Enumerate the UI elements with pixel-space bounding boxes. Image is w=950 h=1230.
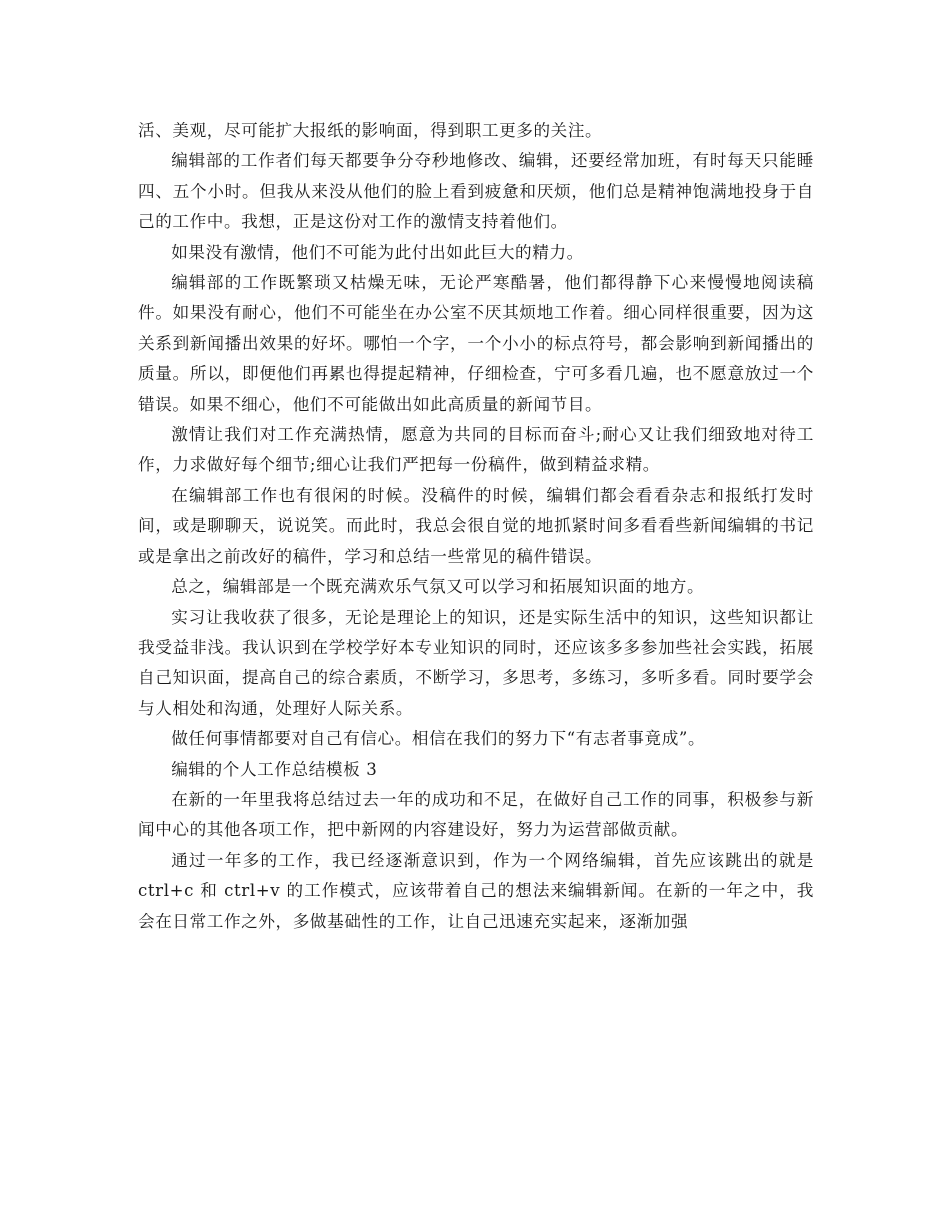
paragraph-editors-work-hours: 编辑部的工作者们每天都要争分夺秒地修改、编辑，还要经常加班，有时每天只能睡四、五个小时。但我从来没从他们的脸上看到疲惫和厌烦，他们总是精神饱满地投身于自己的工作中。我想，正是这份对工作的激情支持着他们。 [138, 151, 814, 232]
paragraph-idle-time: 在编辑部工作也有很闲的时候。没稿件的时候，编辑们都会看看杂志和报纸打发时间，或是聊聊天，说说笑。而此时，我总会很自觉的地抓紧时间多看看些新闻编辑的书记或是拿出之前改好的稿件，学习和总结一些常见的稿件错误。 [138, 485, 814, 566]
document-body [138, 116, 814, 937]
paragraph-passion-patience-care: 激情让我们对工作充满热情，愿意为共同的目标而奋斗;耐心又让我们细致地对待工作，力求做好每个细节;细心让我们严把每一份稿件，做到精益求精。 [138, 425, 814, 475]
paragraph-patience-care: 编辑部的工作既繁琐又枯燥无味，无论严寒酷暑，他们都得静下心来慢慢地阅读稿件。如果没有耐心，他们不可能坐在办公室不厌其烦地工作着。细心同样很重要，因为这关系到新闻播出效果的好坏。哪怕一个字，一个小小的标点符号，都会影响到新闻播出的质量。所以，即便他们再累也得提起精神，仔细检查，宁可多看几遍，也不愿意放过一个错误。如果不细心，他们不可能做出如此高质量的新闻节目。 [138, 273, 814, 414]
paragraph-new-year: 在新的一年里我将总结过去一年的成功和不足，在做好自己工作的同事，积极参与新闻中心的其他各项工作，把中新网的内容建设好，努力为运营部做贡献。 [138, 789, 814, 840]
paragraph-confidence: 做任何事情都要对自己有信心。相信在我们的努力下“有志者事竟成”。 [171, 729, 706, 749]
paragraph-passion: 如果没有激情，他们不可能为此付出如此巨大的精力。 [171, 242, 584, 262]
paragraph-internship-gains: 实习让我收获了很多，无论是理论上的知识，还是实际生活中的知识，这些知识都让我受益非浅。我认识到在学校学好本专业知识的同时，还应该多多参加些社会实践，拓展自己知识面，提高自己的综合素质，不断学习，多思考，多练习，多听多看。同时要学会与人相处和沟通，处理好人际关系。 [138, 607, 814, 718]
section-heading: 编辑的个人工作总结模板 3 [171, 759, 378, 779]
paragraph-network-editor: 通过一年多的工作，我已经逐渐意识到，作为一个网络编辑，首先应该跳出的就是 ctrl+c 和 ctrl+v 的工作模式，应该带着自己的想法来编辑新闻。在新的一年之中，我会在日常工作之外，多做基础性的工作，让自己迅速充实起来，逐渐加强 [138, 850, 814, 931]
paragraph-summary: 总之，编辑部是一个既充满欢乐气氛又可以学习和拓展知识面的地方。 [171, 577, 705, 597]
paragraph-continued: 活、美观，尽可能扩大报纸的影响面，得到职工更多的关注。 [138, 121, 603, 140]
